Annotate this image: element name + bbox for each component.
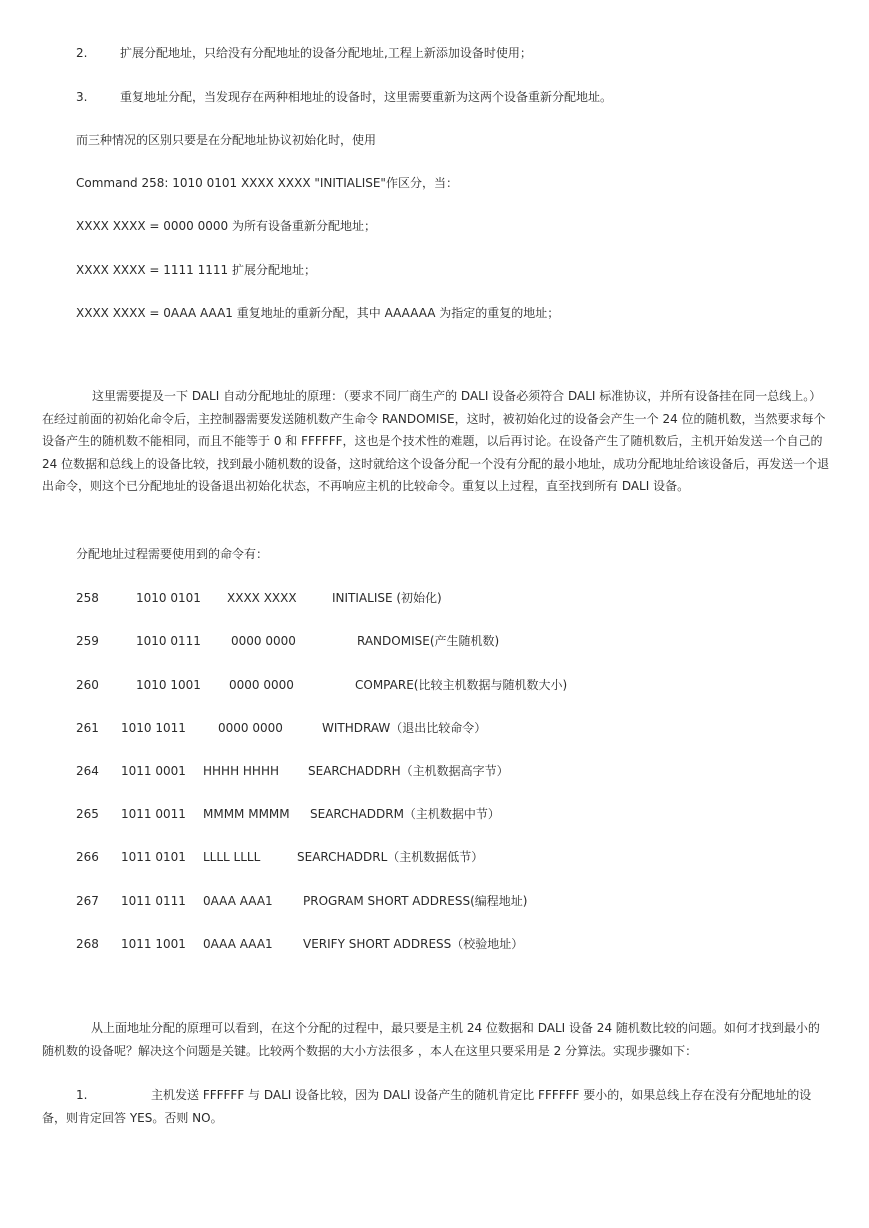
command-row-267 (0, 893, 869, 909)
command-line: Command 258: 1010 0101 XXXX XXXX "INITIALISE"作区分，当： (76, 176, 458, 190)
command-argument: 0000 0000 (231, 634, 296, 648)
command-binary: 1010 0111 (136, 634, 201, 648)
list-item-3-text: 重复地址分配，当发现存在两种相地址的设备时，这里需要重新为这两个设备重新分配地址。 (120, 90, 613, 104)
command-argument: MMMM MMMM (203, 807, 290, 821)
command-row-259 (0, 633, 869, 649)
command-name: WITHDRAW（退出比较命令） (322, 721, 487, 735)
case-duplicate: XXXX XXXX = 0AAA AAA1 重复地址的重新分配，其中 AAAAAA 为指定的重复的地址； (76, 306, 560, 320)
command-code: 261 (76, 721, 99, 735)
step-1 (42, 1084, 830, 1129)
list-number: 3. (76, 90, 88, 104)
command-code: 267 (76, 894, 99, 908)
command-argument: HHHH HHHH (203, 764, 280, 778)
command-name: INITIALISE (初始化) (332, 591, 442, 605)
list-number: 2. (76, 46, 88, 60)
command-binary: 1011 0011 (121, 807, 186, 821)
command-argument: 0000 0000 (229, 678, 294, 692)
command-name: PROGRAM SHORT ADDRESS(编程地址) (303, 894, 528, 908)
case-extend: XXXX XXXX = 1111 1111 扩展分配地址； (76, 263, 316, 277)
command-binary: 1010 0101 (136, 591, 201, 605)
command-name: COMPARE(比较主机数据与随机数大小) (355, 678, 568, 692)
command-argument: 0AAA AAA1 (203, 937, 273, 951)
command-name: VERIFY SHORT ADDRESS（校验地址） (303, 937, 524, 951)
command-code: 259 (76, 634, 99, 648)
command-row-264 (0, 763, 869, 779)
command-argument: 0AAA AAA1 (203, 894, 273, 908)
search-paragraph: 从上面地址分配的原理可以看到，在这个分配的过程中，最只要是主机 24 位数据和 DALI 设备 24 随机数比较的问题。如何才找到最小的随机数的设备呢？解决这个问题是关键。比较两个数据的大小方法很多 ，本人在这里只要采用是 2 分算法。实现步骤如下： (42, 1021, 820, 1058)
command-row-260 (0, 677, 869, 693)
intro-line: 而三种情况的区别只要是在分配地址协议初始化时，使用 (76, 133, 377, 147)
command-binary: 1011 0111 (121, 894, 186, 908)
command-name: RANDOMISE(产生随机数) (357, 634, 500, 648)
command-binary: 1011 0101 (121, 850, 186, 864)
command-code: 258 (76, 591, 99, 605)
commands-intro: 分配地址过程需要使用到的命令有： (76, 547, 269, 561)
command-row-265 (0, 806, 869, 822)
command-code: 268 (76, 937, 99, 951)
step-text: 主机发送 FFFFFF 与 DALI 设备比较，因为 DALI 设备产生的随机肯定比 FFFFFF 要小的，如果总线上存在没有分配地址的设备，则肯定回答 YES。否则 NO。 (42, 1088, 812, 1125)
command-code: 266 (76, 850, 99, 864)
command-row-258 (0, 590, 869, 606)
command-binary: 1011 1001 (121, 937, 186, 951)
command-code: 264 (76, 764, 99, 778)
command-binary: 1011 0001 (121, 764, 186, 778)
command-row-266 (0, 849, 869, 865)
command-argument: XXXX XXXX (227, 591, 297, 605)
command-name: SEARCHADDRH（主机数据高字节） (308, 764, 509, 778)
command-code: 260 (76, 678, 99, 692)
step-number: 1. (76, 1088, 88, 1102)
command-row-268 (0, 936, 869, 952)
command-name: SEARCHADDRM（主机数据中节） (310, 807, 500, 821)
command-argument: LLLL LLLL (203, 850, 261, 864)
principle-paragraph: 这里需要提及一下 DALI 自动分配地址的原理：（要求不同厂商生产的 DALI 设备必须符合 DALI 标准协议，并所有设备挂在同一总线上。）在经过前面的初始化命令后，主控制器需要发送随机数产生命令 RANDOMISE，这时，被初始化过的设备会产生一个 24 位的随机数，当然要求每个设备产生的随机数不能相同，而且不能等于 0 和 FFFFFF，这也是个技术性的难题，以后再讨论。在设备产生了随机数后，主机开始发送一个自己的 24 位数据和总线上的设备比较，找到最小随机数的设备，这时就给这个设备分配一个没有分配的最小地址，成功分配地址给该设备后，再发送一个退出命令，则这个已分配地址的设备退出初始化状态，不再响应主机的比较命令。重复以上过程，直至找到所有 DALI 设备。 (42, 389, 830, 494)
command-name: SEARCHADDRL（主机数据低节） (297, 850, 484, 864)
list-item-2 (76, 45, 87, 61)
list-item-3 (76, 89, 87, 105)
list-item-2-text: 扩展分配地址，只给没有分配地址的设备分配地址,工程上新添加设备时使用； (120, 46, 532, 60)
command-binary: 1010 1011 (121, 721, 186, 735)
command-code: 265 (76, 807, 99, 821)
case-reassign-all: XXXX XXXX = 0000 0000 为所有设备重新分配地址； (76, 219, 376, 233)
command-binary: 1010 1001 (136, 678, 201, 692)
command-row-261 (0, 720, 869, 736)
command-argument: 0000 0000 (218, 721, 283, 735)
